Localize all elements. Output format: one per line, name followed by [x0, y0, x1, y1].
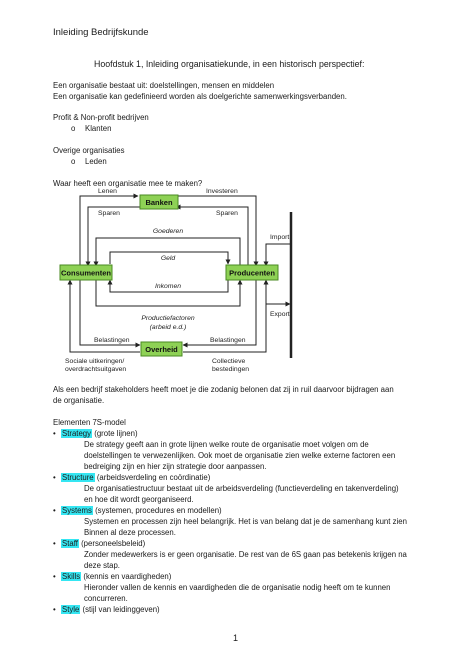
element-structure-text: en hoe dit wordt georganiseerd. — [84, 495, 194, 504]
chapter-title: Hoofdstuk 1, Inleiding organisatiekunde, in een historisch perspectief: — [94, 59, 365, 69]
stakeholders-line: Als een bedrijf stakeholders heeft moet je die zodanig belonen dat zij in ruil daarvoor bijdragen aan — [53, 385, 394, 394]
bullet-icon: • — [53, 429, 56, 438]
bullet-icon: • — [53, 572, 56, 581]
element-style-heading — [53, 605, 160, 615]
label-goederen: Goederen — [152, 228, 184, 235]
question-text: Waar heeft een organisatie mee te maken? — [53, 179, 203, 188]
overige-item-label: Leden — [85, 157, 107, 166]
label-belastingen-left: Belastingen — [94, 337, 130, 344]
intro-line: Een organisatie bestaat uit: doelstellingen, mensen en middelen — [53, 81, 275, 90]
element-staff-name: Staff — [62, 539, 78, 548]
profit-heading: Profit & Non-profit bedrijven — [53, 113, 149, 122]
element-skills-heading — [53, 572, 171, 582]
element-structure-text: De organisatiestructuur bestaat uit de arbeidsverdeling (functieverdeling en takenverdeling) — [84, 484, 399, 493]
element-structure-desc: (arbeidsverdeling en coördinatie) — [96, 473, 211, 482]
element-skills-name: Skills — [62, 572, 81, 581]
label-bestedingen: bestedingen — [212, 366, 250, 373]
flow-line-import — [266, 244, 290, 266]
element-style-desc: (stijl van leidinggeven) — [82, 605, 160, 614]
circle-bullet-icon: o — [71, 124, 76, 133]
label-lenen: Lenen — [98, 188, 117, 195]
label-productiefactoren: Productiefactoren — [141, 315, 195, 322]
page-number: 1 — [233, 633, 239, 643]
node-consumenten-label: Consumenten — [60, 268, 112, 278]
element-strategy-desc: (grote lijnen) — [94, 429, 138, 438]
profit-item-label: Klanten — [85, 124, 112, 133]
overige-heading: Overige organisaties — [53, 146, 125, 155]
element-staff-heading — [53, 539, 145, 549]
node-banken — [140, 195, 178, 209]
label-investeren: Investeren — [206, 188, 238, 195]
element-structure-name: Structure — [62, 473, 94, 482]
label-sparen-left: Sparen — [98, 210, 120, 217]
element-systems-desc: (systemen, procedures en modellen) — [95, 506, 222, 515]
node-producenten — [226, 265, 278, 280]
element-staff-text: Zonder medewerkers is er geen organisatie. De rest van de 6S gaan pas betekenis krijgen na — [84, 550, 407, 559]
label-geld: Geld — [160, 255, 176, 262]
node-banken-label: Banken — [145, 198, 173, 207]
label-export: Export — [270, 311, 290, 318]
element-staff-text: deze stap. — [84, 561, 120, 570]
flow-line-export — [266, 280, 290, 304]
element-strategy-name: Strategy — [62, 429, 92, 438]
element-systems-heading — [53, 506, 222, 516]
node-overheid-label: Overheid — [145, 345, 178, 354]
node-producenten-label: Producenten — [229, 268, 275, 278]
element-style-name: Style — [62, 605, 80, 614]
label-sparen-right: Sparen — [216, 210, 238, 217]
intro-line: Een organisatie kan gedefinieerd worden als doelgerichte samenwerkingsverbanden. — [53, 92, 347, 101]
element-systems-name: Systems — [62, 506, 92, 515]
element-skills-text: Hieronder vallen de kennis en vaardigheden die de organisatie nodig heeft om te kunnen — [84, 583, 391, 592]
element-skills-text: concurreren. — [84, 594, 128, 603]
elements-heading: Elementen 7S-model — [53, 418, 126, 427]
label-productiefactoren-sub: (arbeid e.d.) — [149, 324, 187, 331]
node-consumenten — [60, 265, 112, 280]
label-inkomen: Inkomen — [154, 283, 182, 290]
bullet-icon: • — [53, 506, 56, 515]
bullet-icon: • — [53, 539, 56, 548]
element-strategy-text: doelstellingen te verwezenlijken. Ook moet de organisatie zien welke externe factoren een — [84, 451, 396, 460]
element-staff-desc: (personeelsbeleid) — [81, 539, 146, 548]
label-collectieve: Collectieve — [212, 358, 246, 365]
element-skills-desc: (kennis en vaardigheden) — [83, 572, 172, 581]
label-sociale-uitkeringen: Sociale uitkeringen/ — [65, 358, 125, 365]
bullet-icon: • — [53, 605, 56, 614]
element-strategy-text: De strategy geeft aan in grote lijnen welke route de organisatie moet volgen om de — [84, 440, 369, 449]
label-import: Import — [270, 234, 290, 241]
circle-bullet-icon: o — [71, 157, 76, 166]
flow-line-belastingen-right — [183, 280, 256, 345]
element-structure-heading — [53, 473, 210, 483]
element-strategy-heading — [53, 429, 138, 439]
label-belastingen-right: Belastingen — [210, 337, 246, 344]
bullet-icon: • — [53, 473, 56, 482]
stakeholders-line: de organisatie. — [53, 396, 105, 405]
node-overheid — [141, 342, 182, 356]
element-systems-text: Systemen en processen zijn heel belangrijk. Het is van belang dat je de samenhang kunt zien — [84, 517, 407, 526]
label-overdrachtsuitgaven: overdrachtsuitgaven — [65, 366, 127, 373]
element-strategy-text: bedreiging zijn en hier zijn strategie door aanpassen. — [84, 462, 267, 471]
page-header: Inleiding Bedrijfskunde — [53, 27, 149, 38]
element-systems-text: Binnen al deze processen. — [84, 528, 176, 537]
